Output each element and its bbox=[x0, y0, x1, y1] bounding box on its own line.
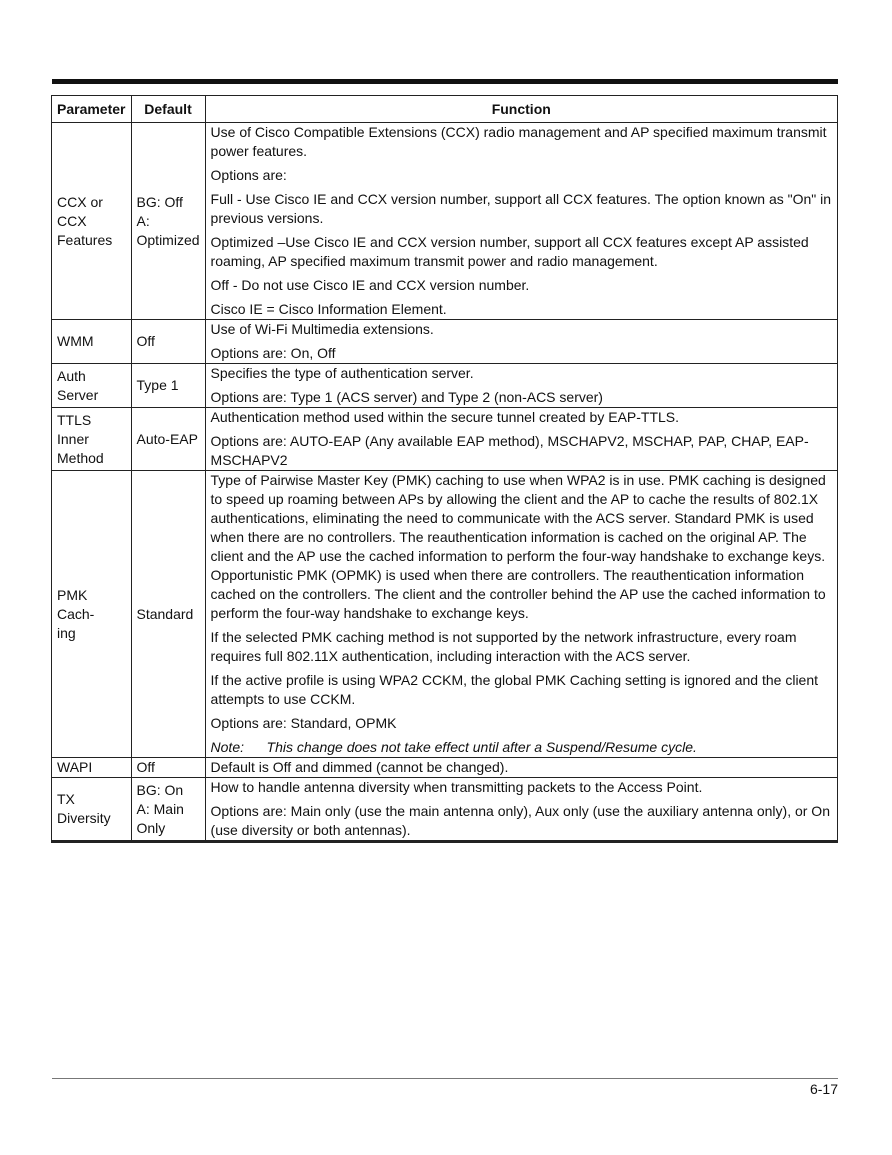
param-line: Server bbox=[57, 386, 99, 403]
function-paragraph: Optimized –Use Cisco IE and CCX version number, support all CCX features except AP assisted roaming, AP specified maximum transmit power and radio management. bbox=[210, 234, 809, 269]
param-line: Inner bbox=[57, 430, 89, 447]
default-line: Auto-EAP bbox=[136, 430, 198, 447]
function-paragraph: Cisco IE = Cisco Information Element. bbox=[210, 301, 447, 317]
header-row bbox=[52, 96, 838, 123]
function-paragraph: Options are: AUTO-EAP (Any available EAP method), MSCHAPV2, MSCHAP, PAP, CHAP, EAP-MSCHAPV2 bbox=[210, 433, 809, 468]
default-line: A: bbox=[136, 212, 150, 229]
function-cell bbox=[205, 364, 837, 408]
function-paragraph: Options are: bbox=[210, 167, 287, 183]
default-cell bbox=[131, 320, 205, 364]
table-row-wmm bbox=[52, 320, 838, 364]
param-cell bbox=[52, 123, 132, 320]
function-cell bbox=[205, 123, 837, 320]
param-cell bbox=[52, 320, 132, 364]
header-function: Function bbox=[205, 96, 837, 123]
function-paragraph: Use of Wi-Fi Multimedia extensions. bbox=[210, 321, 434, 337]
param-cell bbox=[52, 471, 132, 758]
function-paragraph: Options are: Standard, OPMK bbox=[210, 715, 397, 731]
header-default: Default bbox=[131, 96, 205, 123]
function-paragraph: Full - Use Cisco IE and CCX version number, support all CCX features. The option known as "On" in previous versions. bbox=[210, 191, 832, 226]
param-line: TTLS bbox=[57, 411, 92, 428]
default-line: Only bbox=[136, 819, 166, 836]
default-line: BG: Off bbox=[136, 193, 183, 210]
param-line: CCX or bbox=[57, 193, 103, 210]
param-line: ing bbox=[57, 624, 76, 641]
param-line: Features bbox=[57, 231, 113, 248]
function-paragraph: Use of Cisco Compatible Extensions (CCX) radio management and AP specified maximum transmit power features. bbox=[210, 124, 827, 159]
function-paragraph: If the active profile is using WPA2 CCKM, the global PMK Caching setting is ignored and the client attempts to use CCKM. bbox=[210, 672, 819, 707]
function-paragraph: Default is Off and dimmed (cannot be changed). bbox=[210, 759, 509, 775]
header-parameter: Parameter bbox=[52, 96, 132, 123]
param-line: Diversity bbox=[57, 810, 111, 826]
function-paragraph: Options are: Main only (use the main antenna only), Aux only (use the auxiliary antenna only), or On (use diversity or both antennas). bbox=[210, 803, 830, 838]
function-paragraph: If the selected PMK caching method is not supported by the network infrastructure, every roam requires full 802.11X authentication, including interaction with the ACS server. bbox=[210, 629, 797, 664]
table-row-pmk-caching bbox=[52, 471, 838, 758]
table-row-auth-server bbox=[52, 364, 838, 408]
table-row-tx-diversity bbox=[52, 778, 838, 842]
function-paragraph: Options are: Type 1 (ACS server) and Type 2 (non-ACS server) bbox=[210, 389, 603, 405]
default-cell bbox=[131, 778, 205, 842]
param-line: CCX bbox=[57, 212, 87, 229]
param-line: Method bbox=[57, 449, 104, 466]
function-cell bbox=[205, 408, 837, 471]
param-line: WAPI bbox=[57, 759, 93, 775]
param-cell bbox=[52, 758, 132, 778]
note-label: Note: bbox=[210, 739, 244, 755]
page-number: 6-17 bbox=[809, 1081, 838, 1097]
function-cell bbox=[205, 320, 837, 364]
default-line: Optimized bbox=[136, 231, 200, 248]
header-rule bbox=[52, 79, 838, 84]
param-cell bbox=[52, 408, 132, 471]
default-cell bbox=[131, 408, 205, 471]
default-cell bbox=[131, 758, 205, 778]
param-cell bbox=[52, 364, 132, 408]
param-cell bbox=[52, 778, 132, 842]
default-line: A: Main bbox=[136, 800, 184, 817]
function-paragraph: Type of Pairwise Master Key (PMK) caching to use when WPA2 is in use. PMK caching is designed to speed up roaming between APs by allowing the client and the AP to cache the results of 802.1X authentications, eliminating the need to communicate with the ACS server. Standard PMK is used when there are no controllers. The reauthentication information is cached on the original AP. The client and the AP use the cached information to perform the four-way handshake to exchange keys. Opportunistic PMK (OPMK) is used when there are controllers. The reauthentication information cached on the controllers. The client and the controller behind the AP use the cached information to perform the four-way handshake to exchange keys. bbox=[210, 472, 826, 621]
function-cell bbox=[205, 778, 837, 842]
footer-rule bbox=[52, 1078, 838, 1079]
function-cell bbox=[205, 758, 837, 778]
param-line: Auth bbox=[57, 367, 86, 384]
table-row-ttls-inner-method bbox=[52, 408, 838, 471]
table-row-wapi bbox=[52, 758, 838, 778]
table-row-ccx bbox=[52, 123, 838, 320]
default-line: Off bbox=[136, 759, 155, 775]
param-line: TX bbox=[57, 791, 75, 807]
default-line: BG: On bbox=[136, 781, 184, 798]
note-paragraph bbox=[211, 738, 832, 757]
default-line: Type 1 bbox=[136, 377, 179, 393]
default-cell bbox=[131, 364, 205, 408]
default-cell bbox=[131, 471, 205, 758]
default-cell bbox=[131, 123, 205, 320]
default-line: Off bbox=[136, 333, 155, 349]
note-text: This change does not take effect until after a Suspend/Resume cycle. bbox=[266, 739, 697, 755]
default-line: Standard bbox=[136, 605, 194, 622]
function-paragraph: Specifies the type of authentication server. bbox=[210, 365, 474, 381]
param-line: PMK Cach- bbox=[57, 586, 95, 622]
function-paragraph: How to handle antenna diversity when transmitting packets to the Access Point. bbox=[210, 779, 703, 795]
function-paragraph: Off - Do not use Cisco IE and CCX version number. bbox=[210, 277, 530, 293]
function-paragraph: Authentication method used within the secure tunnel created by EAP-TTLS. bbox=[210, 409, 680, 425]
param-line: WMM bbox=[57, 333, 94, 349]
parameter-table bbox=[51, 95, 838, 843]
function-cell bbox=[205, 471, 837, 758]
function-paragraph: Options are: On, Off bbox=[210, 345, 336, 361]
